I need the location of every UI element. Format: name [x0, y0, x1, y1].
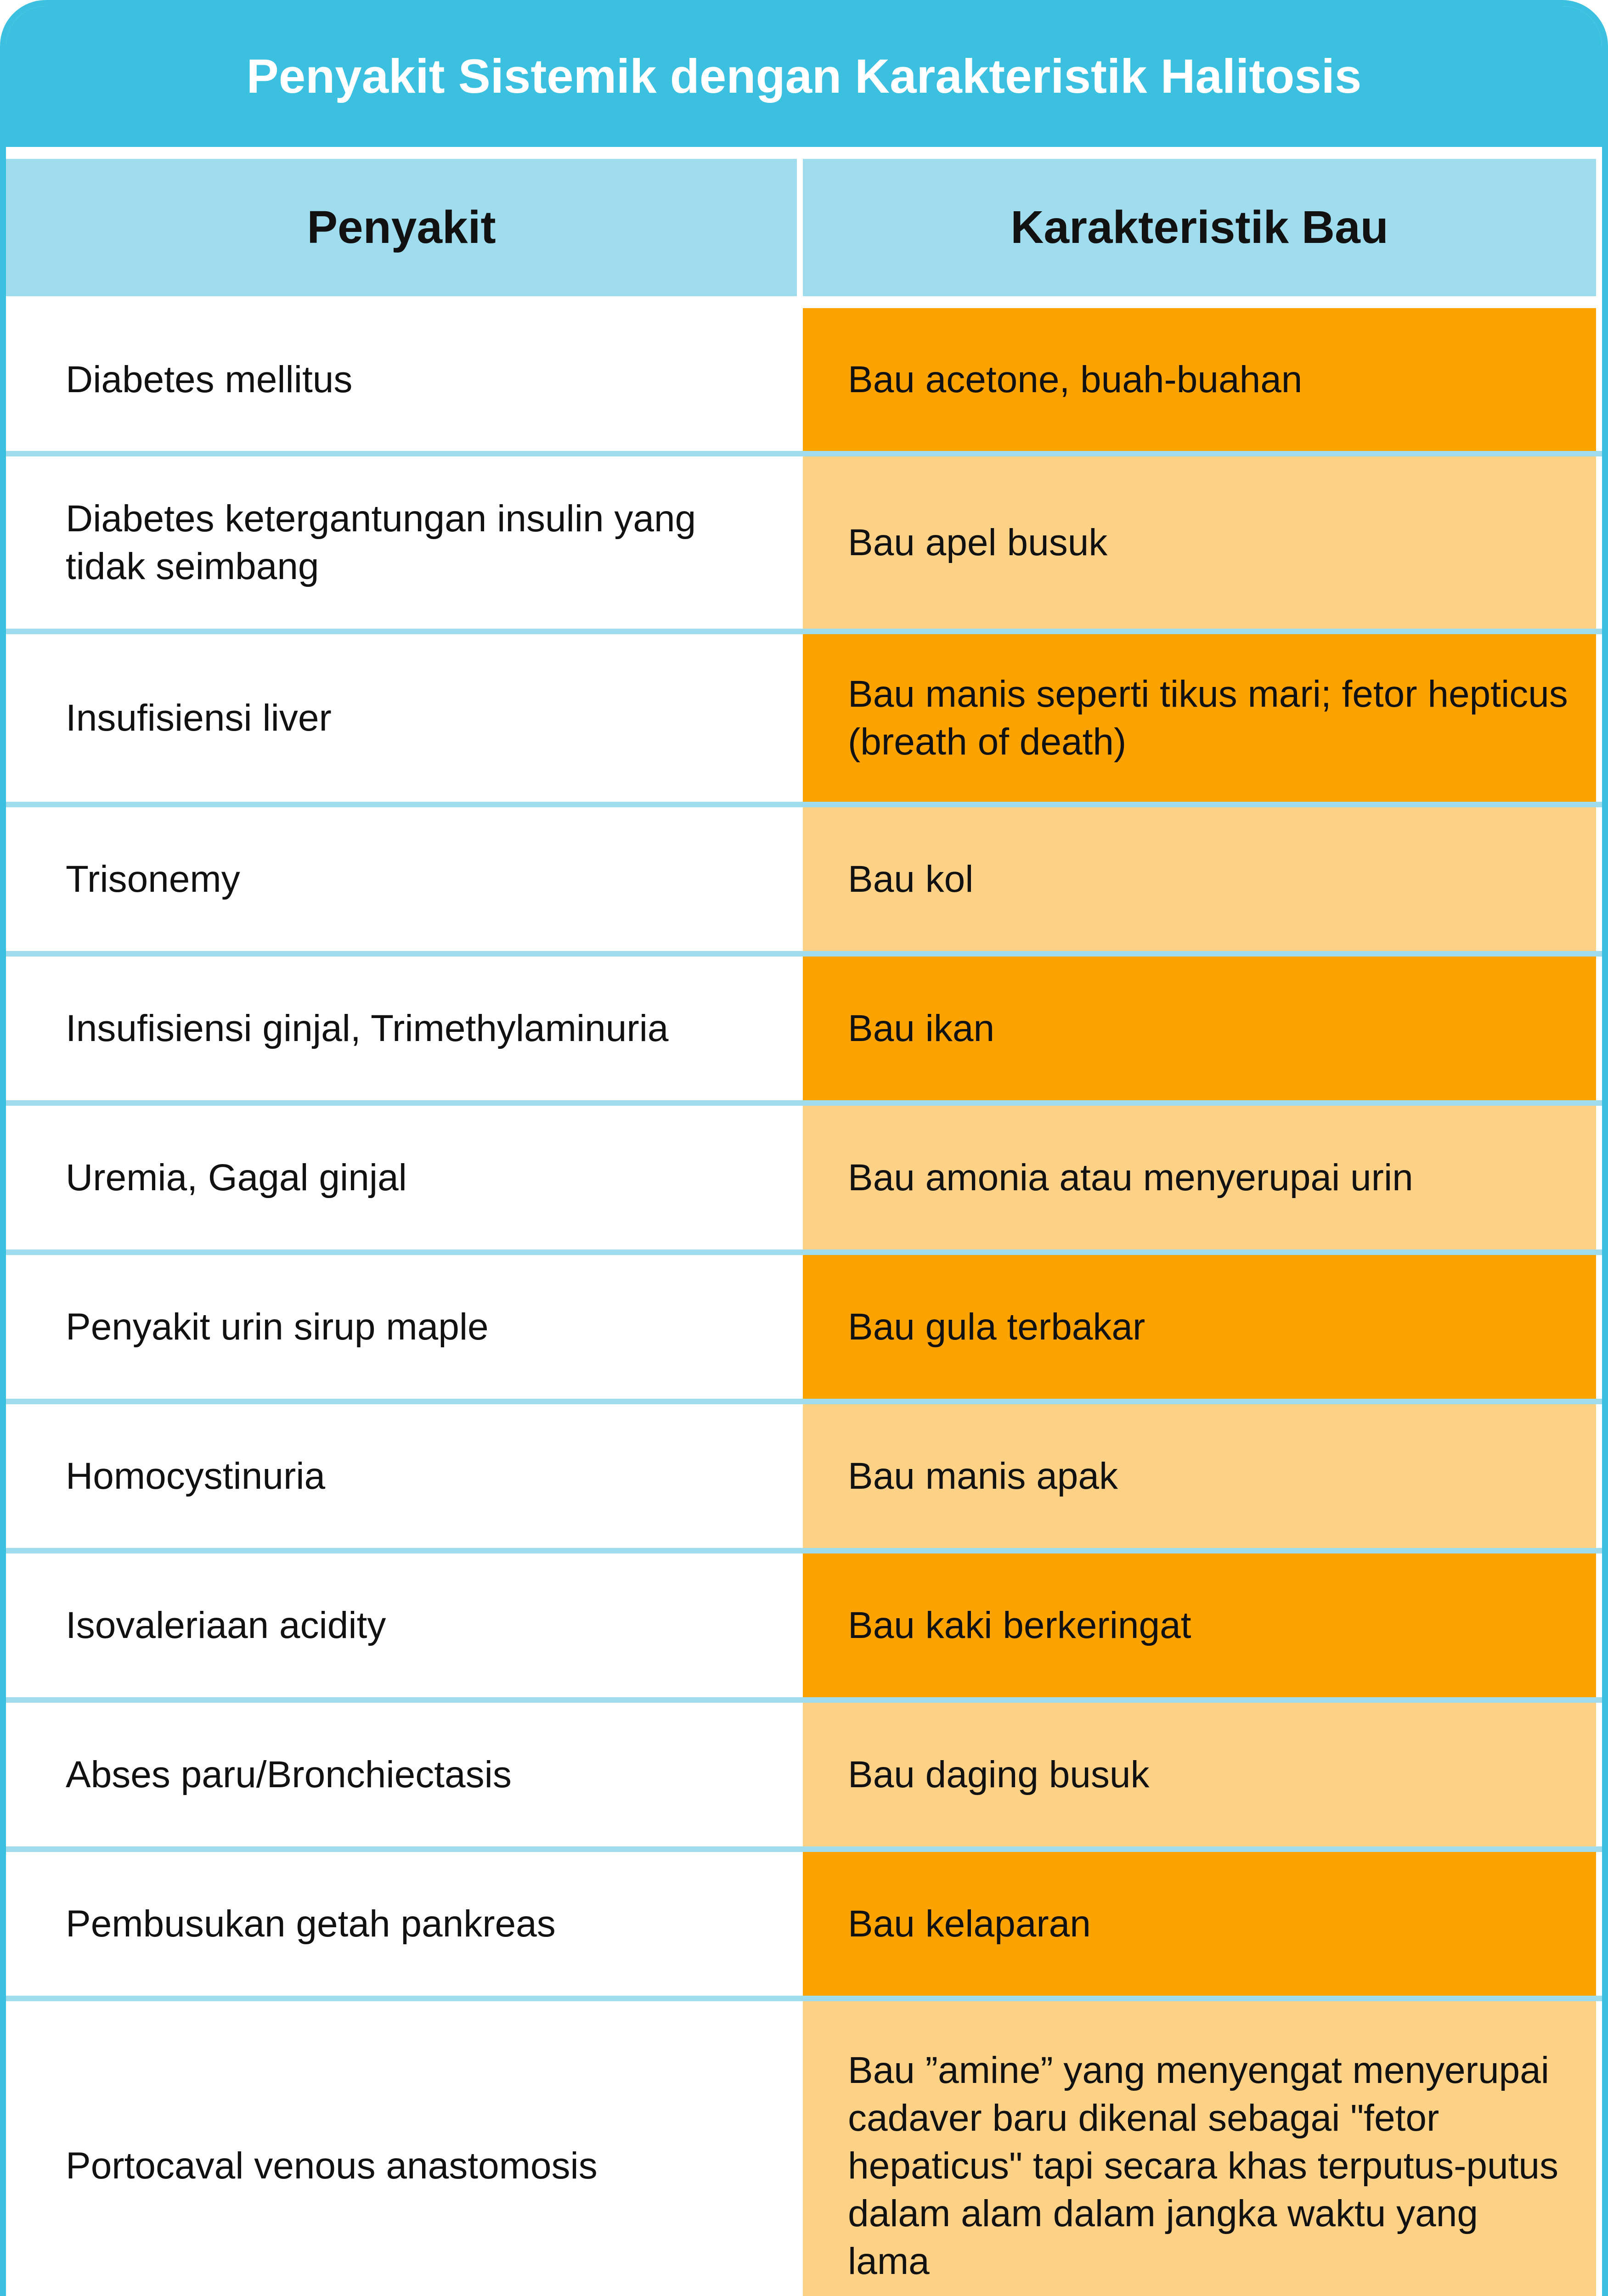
disease-cell: Diabetes mellitus — [6, 308, 803, 451]
disease-cell: Insufisiensi ginjal, Trimethylaminuria — [6, 957, 803, 1100]
odor-cell: Bau ”amine” yang menyengat menyerupai cadaver baru dikenal sebagai "fetor hepaticus" tapi secara khas terputus-putus dalam alam dalam jangka waktu yang lama — [803, 2001, 1596, 2296]
disease-cell: Uremia, Gagal ginjal — [6, 1106, 803, 1249]
odor-cell: Bau kaki berkeringat — [803, 1553, 1596, 1697]
odor-cell: Bau apel busuk — [803, 456, 1596, 629]
disease-cell: Diabetes ketergantungan insulin yang tidak seimbang — [6, 456, 803, 629]
table-row — [6, 2001, 1602, 2296]
odor-cell: Bau acetone, buah-buahan — [803, 308, 1596, 451]
table-title: Penyakit Sistemik dengan Karakteristik Halitosis — [6, 6, 1602, 153]
table-row — [6, 1852, 1602, 2001]
table-body — [6, 308, 1602, 2296]
odor-cell: Bau daging busuk — [803, 1703, 1596, 1846]
table-row — [6, 1106, 1602, 1255]
disease-cell: Pembusukan getah pankreas — [6, 1852, 803, 1996]
odor-cell: Bau manis apak — [803, 1404, 1596, 1548]
table-row — [6, 1703, 1602, 1852]
table-row — [6, 1404, 1602, 1553]
table-row — [6, 456, 1602, 634]
disease-cell: Portocaval venous anastomosis — [6, 2001, 803, 2296]
disease-cell: Homocystinuria — [6, 1404, 803, 1548]
table-header-row — [6, 159, 1602, 302]
column-header-disease: Penyakit — [6, 159, 803, 296]
column-header-odor: Karakteristik Bau — [803, 159, 1596, 296]
disease-cell: Abses paru/Bronchiectasis — [6, 1703, 803, 1846]
table-row — [6, 1255, 1602, 1404]
odor-cell: Bau gula terbakar — [803, 1255, 1596, 1399]
table-row — [6, 1553, 1602, 1703]
odor-cell: Bau amonia atau menyerupai urin — [803, 1106, 1596, 1249]
odor-cell: Bau kol — [803, 807, 1596, 951]
table-row — [6, 634, 1602, 807]
odor-cell: Bau manis seperti tikus mari; fetor hepticus (breath of death) — [803, 634, 1596, 802]
odor-cell: Bau kelaparan — [803, 1852, 1596, 1996]
odor-cell: Bau ikan — [803, 957, 1596, 1100]
disease-cell: Isovaleriaan acidity — [6, 1553, 803, 1697]
disease-cell: Penyakit urin sirup maple — [6, 1255, 803, 1399]
table-row — [6, 957, 1602, 1106]
disease-cell: Trisonemy — [6, 807, 803, 951]
disease-cell: Insufisiensi liver — [6, 634, 803, 802]
table-row — [6, 807, 1602, 957]
table-row — [6, 308, 1602, 456]
